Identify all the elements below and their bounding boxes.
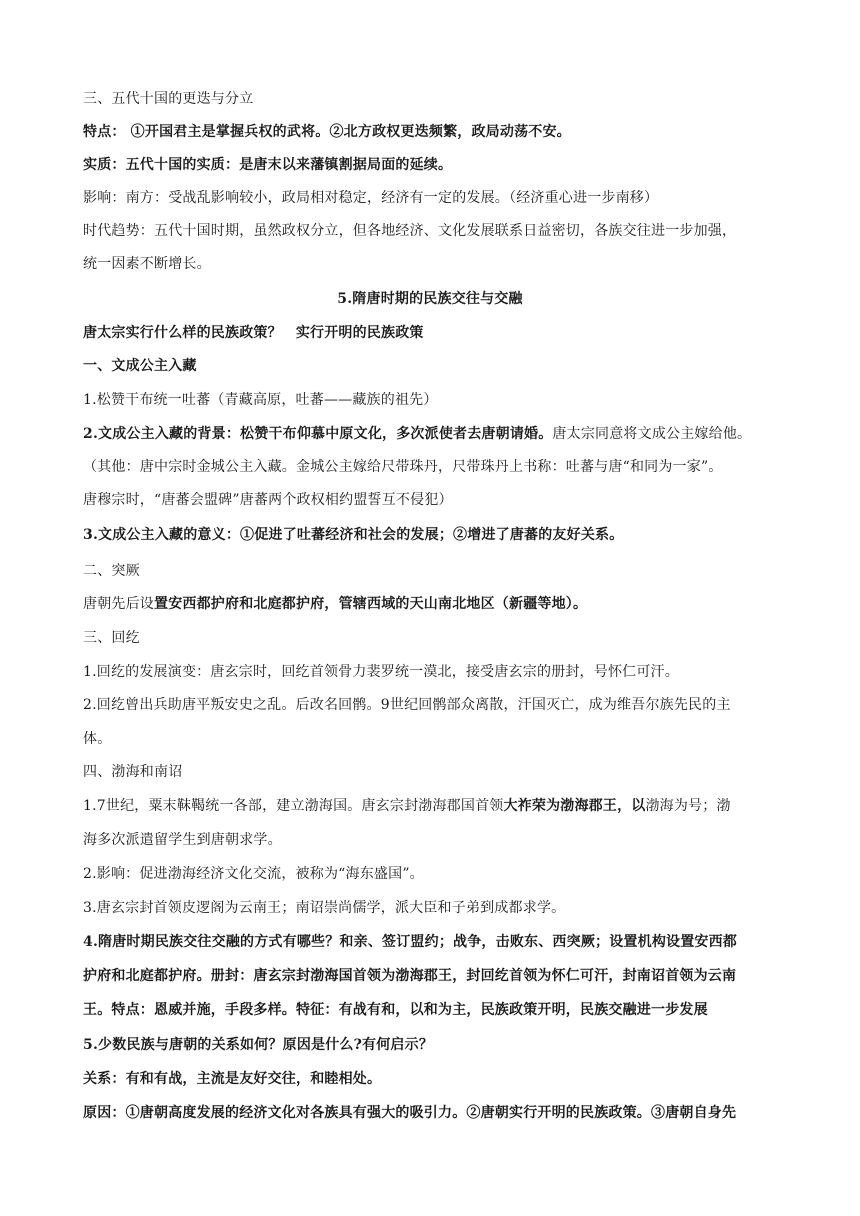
text-span: 唐朝先后设 [83, 596, 154, 612]
text-span: 渤海为号；渤 [645, 798, 731, 814]
text-span: 1.7世纪，粟末靺鞨统一各部，建立渤海国。唐玄宗封渤海郡国首领 [83, 798, 504, 814]
text-span: 唐太宗实行什么样的民族政策？ [83, 325, 282, 341]
text-span: 置安西都护府和北庭都护府，管辖西域的天山南北地区（新疆等地）。 [154, 596, 588, 612]
section-heading-uighur [83, 628, 783, 648]
text-span: （其他：唐中宗时金城公主入藏。金城公主嫁给尺带珠丹，尺带珠丹上书称：吐蕃与唐“和同为一家”。 [83, 459, 723, 475]
text-span: 护府和北庭都护府。册封：唐玄宗封渤海国首领为渤海郡王，封回纥首领为怀仁可汗，封南诏首领为云南 [83, 968, 737, 984]
text-span: 1.回纥的发展演变：唐玄宗时，回纥首领骨力裴罗统一漠北，接受唐玄宗的册封，号怀仁可汗。 [83, 664, 679, 680]
section-heading-five-dynasties [83, 89, 783, 109]
question-methods-line2 [83, 966, 783, 986]
item-songtsen [83, 390, 783, 410]
text-span: 时代趋势：五代十国时期，虽然政权分立，但各地经济、文化发展联系日益密切，各族交往进一步加强， [83, 223, 737, 239]
text-span: 王。特点：恩威并施，手段多样。特征：有战有和，以和为主，民族政策开明，民族交融进一步发展 [83, 1002, 708, 1018]
item-nanzhao [83, 898, 783, 918]
text-span: 二、突厥 [83, 563, 140, 579]
section-heading-bohai-nanzhao [83, 762, 783, 782]
item-wencheng-background [83, 424, 783, 444]
text-span: 统一因素不断增长。 [83, 256, 211, 272]
paragraph-trend-line2 [83, 254, 783, 274]
text-span: 体。 [83, 731, 112, 747]
text-span: 2.文成公主入藏的背景：松赞干布仰慕中原文化，多次派使者去唐朝请婚。 [83, 426, 553, 442]
item-uighur-development [83, 662, 783, 682]
text-span: 海多次派遣留学生到唐朝求学。 [83, 832, 282, 848]
question-policy [83, 323, 783, 343]
text-span: 特点： ①开国君主是掌握兵权的武将。②北方政权更迭频繁，政局动荡不安。 [83, 124, 571, 140]
text-span: 原因：①唐朝高度发展的经济文化对各族具有强大的吸引力。②唐朝实行开明的民族政策。③唐朝自身先 [83, 1105, 737, 1121]
text-span: 唐太宗同意将文成公主嫁给他。 [552, 426, 752, 442]
item-wencheng-significance [83, 525, 783, 545]
text-span: 4.隋唐时期民族交往交融的方式有哪些？和亲、签订盟约；战争，击败东、西突厥；设置机构设置安西都 [83, 934, 738, 950]
question-relations [83, 1035, 783, 1055]
text-span: 3.唐玄宗封首领皮逻阁为云南王；南诏崇尚儒学，派大臣和子弟到成都求学。 [83, 900, 566, 916]
text-span: 关系：有和有战，主流是友好交往，和睦相处。 [83, 1071, 382, 1087]
paragraph-essence [83, 155, 783, 175]
paragraph-influence [83, 188, 783, 208]
note-jincheng-line2 [83, 490, 783, 510]
text-span: 1.松赞干布统一吐蕃（青藏高原，吐蕃——藏族的祖先） [83, 392, 438, 408]
text-span: 2.影响：促进渤海经济文化交流，被称为“海东盛国”。 [83, 866, 424, 882]
text-span: 2.回纥曾出兵助唐平叛安史之乱。后改名回鹘。9世纪回鹘部众离散，汗国灭亡，成为维吾尔族先民的主 [83, 697, 731, 713]
chapter-title [0, 289, 860, 309]
paragraph-features [83, 122, 783, 142]
text-span: 三、回纥 [83, 630, 140, 646]
item-bohai-line1 [83, 796, 783, 816]
question-methods-line1 [83, 932, 783, 952]
text-span: 影响：南方：受战乱影响较小，政局相对稳定，经济有一定的发展。（经济重心进一步南移） [83, 190, 659, 206]
section-heading-wencheng [83, 356, 783, 376]
text-span: 3.文成公主入藏的意义：①促进了吐蕃经济和社会的发展；②增进了唐蕃的友好关系。 [83, 527, 624, 543]
item-uighur-aid-line2 [83, 729, 783, 749]
text-span: 5.少数民族与唐朝的关系如何？原因是什么?有何启示？ [83, 1037, 434, 1053]
note-jincheng-line1 [83, 457, 783, 477]
item-bohai-line2 [83, 830, 783, 850]
paragraph-protectorates [83, 594, 783, 614]
paragraph-trend-line1 [83, 221, 783, 241]
item-bohai-influence [83, 864, 783, 884]
text-span: 5.隋唐时期的民族交往与交融 [337, 291, 523, 307]
text-span: 唐穆宗时，“唐蕃会盟碑”唐蕃两个政权相约盟誓互不侵犯） [83, 492, 453, 508]
text-span: 一、文成公主入藏 [83, 358, 197, 374]
text-span: 三、五代十国的更迭与分立 [83, 91, 254, 107]
answer-relations [83, 1069, 783, 1089]
text-span: 实质：五代十国的实质：是唐末以来藩镇割据局面的延续。 [83, 157, 453, 173]
answer-reasons [83, 1103, 783, 1123]
section-heading-turks [83, 561, 783, 581]
item-uighur-aid-line1 [83, 695, 783, 715]
text-span: 四、渤海和南诏 [83, 764, 183, 780]
text-span: 大祚荣为渤海郡王，以 [503, 798, 646, 814]
question-methods-line3 [83, 1000, 783, 1020]
text-span: 实行开明的民族政策 [295, 325, 424, 341]
